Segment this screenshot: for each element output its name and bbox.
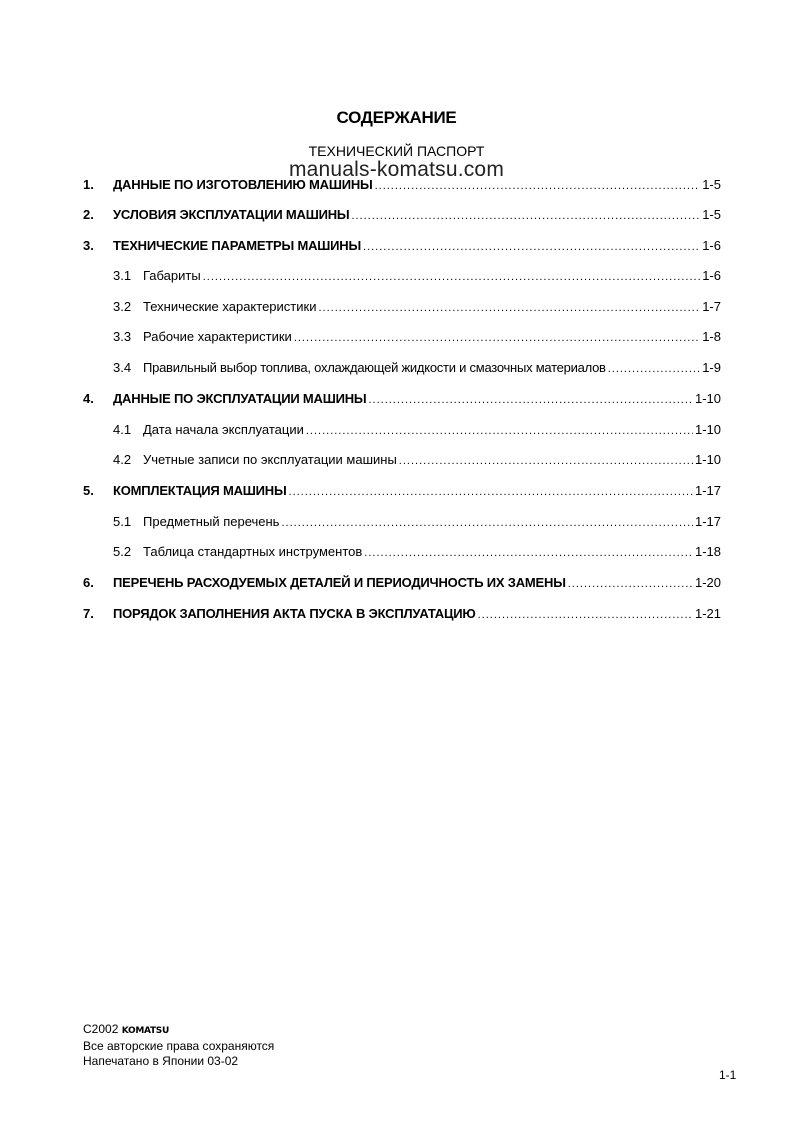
toc-label: Рабочие характеристики [143,329,292,344]
toc-label: Таблица стандартных инструментов [143,544,363,559]
toc-entry[interactable] [83,575,721,595]
toc-entry[interactable] [83,329,721,349]
toc-leader [203,268,700,283]
toc-number: 6. [83,575,94,590]
toc-number: 7. [83,606,94,621]
toc-label: КОМПЛЕКТАЦИЯ МАШИНЫ [113,483,287,498]
toc-page: 1-10 [694,391,721,406]
toc-number: 3.1 [113,268,132,283]
footer [83,1022,274,1069]
toc-page: 1-6 [702,238,721,253]
toc-label: ПОРЯДОК ЗАПОЛНЕНИЯ АКТА ПУСКА В ЭКСПЛУАТАЦИЮ [113,606,476,621]
toc-entry[interactable] [83,238,721,258]
toc-leader [281,514,693,529]
toc-page: 1-5 [702,207,721,222]
toc-number: 4. [83,391,94,406]
toc-number: 3.3 [113,329,132,344]
page-subtitle: ТЕХНИЧЕСКИЙ ПАСПОРТ [308,143,485,159]
toc-number: 4.1 [113,422,132,437]
toc-leader [399,452,693,467]
copyright: C2002 [83,1022,119,1036]
toc-page: 1-10 [694,422,721,437]
toc-entry[interactable] [83,422,721,442]
toc-entry[interactable] [83,544,721,564]
toc-entry[interactable] [83,299,721,319]
rights-notice: Все авторские права сохраняются [83,1039,275,1053]
toc-label: Правильный выбор топлива, охлаждающей жидкости и смазочных материалов [143,360,606,375]
toc-label: Габариты [143,268,201,283]
toc-leader [375,177,701,192]
toc-label: Дата начала эксплуатации [143,422,304,437]
toc-entry[interactable] [83,268,721,288]
toc-entry[interactable] [83,207,721,227]
toc-label: Учетные записи по эксплуатации машины [143,452,397,467]
toc-page: 1-8 [702,329,721,344]
toc-number: 2. [83,207,94,222]
toc-page: 1-5 [702,177,721,192]
toc-number: 3.2 [113,299,132,314]
toc-entry[interactable] [83,514,721,534]
toc-label: Технические характеристики [143,299,317,314]
page-number: 1-1 [719,1068,737,1082]
toc-entry[interactable] [83,360,721,380]
toc-label: ТЕХНИЧЕСКИЕ ПАРАМЕТРЫ МАШИНЫ [113,238,362,253]
toc-number: 3.4 [113,360,132,375]
toc-page: 1-6 [702,268,721,283]
toc-entry[interactable] [83,483,721,503]
toc-page: 1-21 [694,606,721,621]
toc-page: 1-10 [694,452,721,467]
toc-entry[interactable] [83,452,721,472]
watermark: manuals-komatsu.com [288,158,505,181]
toc-page: 1-9 [702,360,721,375]
toc-number: 5.1 [113,514,132,529]
toc-leader [294,329,700,344]
toc-number: 5. [83,483,94,498]
toc-leader [368,391,693,406]
toc-label: Предметный перечень [143,514,280,529]
copyright-line [83,1022,274,1039]
toc-entry[interactable] [83,177,721,197]
toc-page: 1-18 [694,544,721,559]
toc-leader [351,207,700,222]
toc-leader [478,606,693,621]
toc-leader [568,575,693,590]
toc-leader [608,360,701,375]
toc-label: ПЕРЕЧЕНЬ РАСХОДУЕМЫХ ДЕТАЛЕЙ И ПЕРИОДИЧНОСТЬ ИХ ЗАМЕНЫ [113,575,566,590]
toc-entry[interactable] [83,391,721,411]
page-title: СОДЕРЖАНИЕ [336,108,457,127]
toc-label: ДАННЫЕ ПО ЭКСПЛУАТАЦИИ МАШИНЫ [113,391,367,406]
toc-number: 5.2 [113,544,132,559]
toc-label: УСЛОВИЯ ЭКСПЛУАТАЦИИ МАШИНЫ [113,207,350,222]
toc-leader [318,299,700,314]
toc-leader [363,238,700,253]
toc-number: 3. [83,238,94,253]
toc-leader [306,422,693,437]
toc-leader [364,544,693,559]
komatsu-logo: KOMATSU [121,1026,169,1036]
toc-page: 1-17 [694,514,721,529]
toc-page: 1-17 [694,483,721,498]
toc-label: ДАННЫЕ ПО ИЗГОТОВЛЕНИЮ МАШИНЫ [113,177,373,192]
toc-page: 1-20 [694,575,721,590]
toc-number: 1. [83,177,94,192]
print-notice: Напечатано в Японии 03-02 [83,1054,239,1068]
toc-entry[interactable] [83,606,721,626]
toc-page: 1-7 [702,299,721,314]
toc-leader [289,483,693,498]
toc-number: 4.2 [113,452,132,467]
